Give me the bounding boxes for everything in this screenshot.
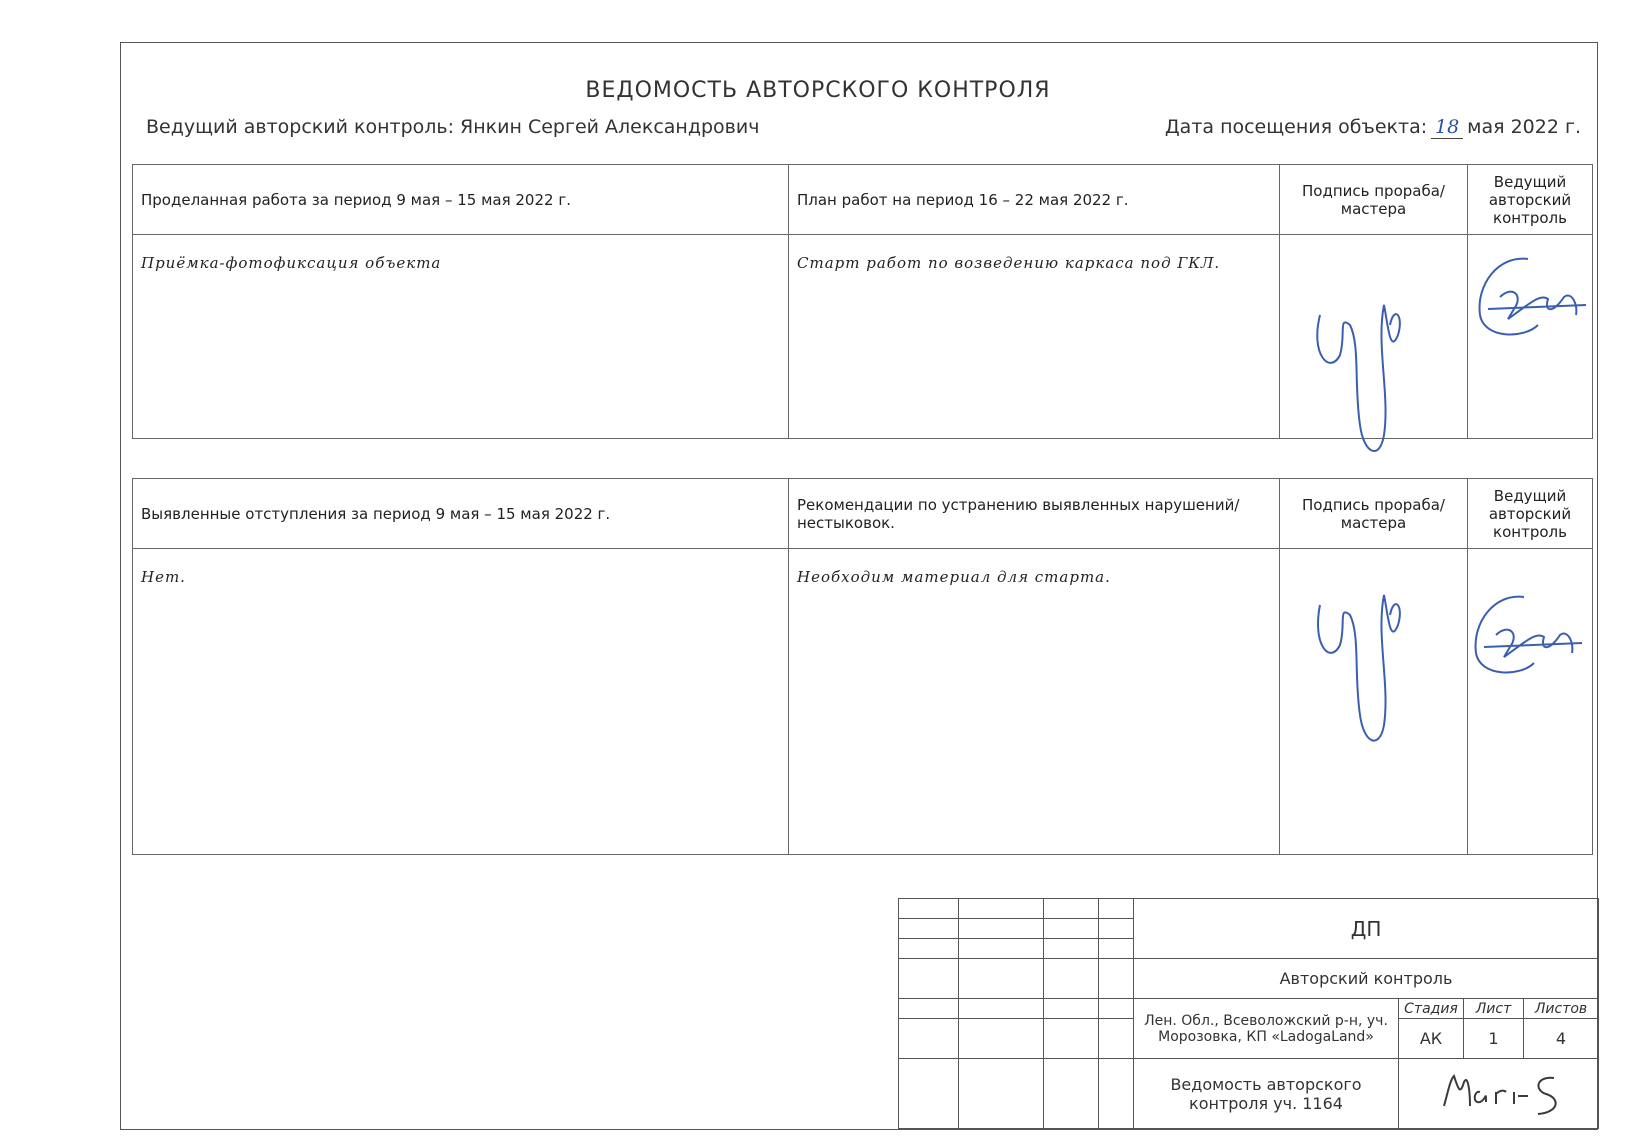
foreman-signature-2 xyxy=(1280,549,1468,769)
lead-control-signature xyxy=(1468,235,1593,439)
foreman-signature-header: Подпись прораба/мастера xyxy=(1280,165,1468,235)
stamp-logo xyxy=(1399,1059,1599,1129)
stamp-sheet-label: Лист xyxy=(1464,999,1524,1019)
stamp-code: ДП xyxy=(1134,899,1599,959)
stamp-address: Лен. Обл., Всеволожский р-н, уч. Морозовка, КП «LadogaLand» xyxy=(1134,999,1399,1059)
visit-date-prefix: Дата посещения объекта: xyxy=(1164,116,1428,138)
lead-control-signature-cell xyxy=(1468,235,1593,439)
foreman-signature-cell xyxy=(1280,235,1468,439)
stamp-stage-value: АК xyxy=(1399,1019,1464,1059)
stamp-section: Авторский контроль xyxy=(1134,959,1599,999)
title-block xyxy=(898,898,1599,1129)
lead-control-header-2: Ведущий авторский контроль xyxy=(1468,479,1593,549)
work-table xyxy=(132,164,1593,439)
deviations-entry: Нет. xyxy=(133,549,789,855)
lead-control-signature-2 xyxy=(1468,549,1593,749)
stamp-sheet-value: 1 xyxy=(1464,1019,1524,1059)
lead-control-header: Ведущий авторский контроль xyxy=(1468,165,1593,235)
lead-control-line: Ведущий авторский контроль: Янкин Сергей Александрович xyxy=(146,116,760,138)
deviations-table xyxy=(132,478,1593,855)
document-title: ВЕДОМОСТЬ АВТОРСКОГО КОНТРОЛЯ xyxy=(585,78,1051,103)
stamp-stage-label: Стадия xyxy=(1399,999,1464,1019)
visit-date-day: 18 xyxy=(1431,116,1463,139)
foreman-signature-cell-2 xyxy=(1280,549,1468,855)
visit-date-suffix: мая 2022 г. xyxy=(1467,116,1581,138)
deviations-table-row xyxy=(133,549,1593,855)
deviations-table-header xyxy=(133,479,1593,549)
work-table-row xyxy=(133,235,1593,439)
deviations-header: Выявленные отступления за период 9 мая – 15 мая 2022 г. xyxy=(133,479,789,549)
work-plan-entry: Старт работ по возведению каркаса под ГКЛ. xyxy=(789,235,1280,439)
work-table-header xyxy=(133,165,1593,235)
work-done-entry: Приёмка-фотофиксация объекта xyxy=(133,235,789,439)
foreman-signature xyxy=(1280,235,1468,475)
lead-control-signature-cell-2 xyxy=(1468,549,1593,855)
recommendations-header: Рекомендации по устранению выявленных нарушений/нестыковок. xyxy=(789,479,1280,549)
work-plan-header: План работ на период 16 – 22 мая 2022 г. xyxy=(789,165,1280,235)
work-done-header: Проделанная работа за период 9 мая – 15 мая 2022 г. xyxy=(133,165,789,235)
mari-s-logo xyxy=(1404,1062,1594,1122)
stamp-sheets-label: Листов xyxy=(1524,999,1599,1019)
stamp-doc-name: Ведомость авторского контроля уч. 1164 xyxy=(1134,1059,1399,1129)
recommendations-entry: Необходим материал для старта. xyxy=(789,549,1280,855)
visit-date-line xyxy=(1165,116,1581,139)
stamp-sheets-value: 4 xyxy=(1524,1019,1599,1059)
foreman-signature-header-2: Подпись прораба/мастера xyxy=(1280,479,1468,549)
